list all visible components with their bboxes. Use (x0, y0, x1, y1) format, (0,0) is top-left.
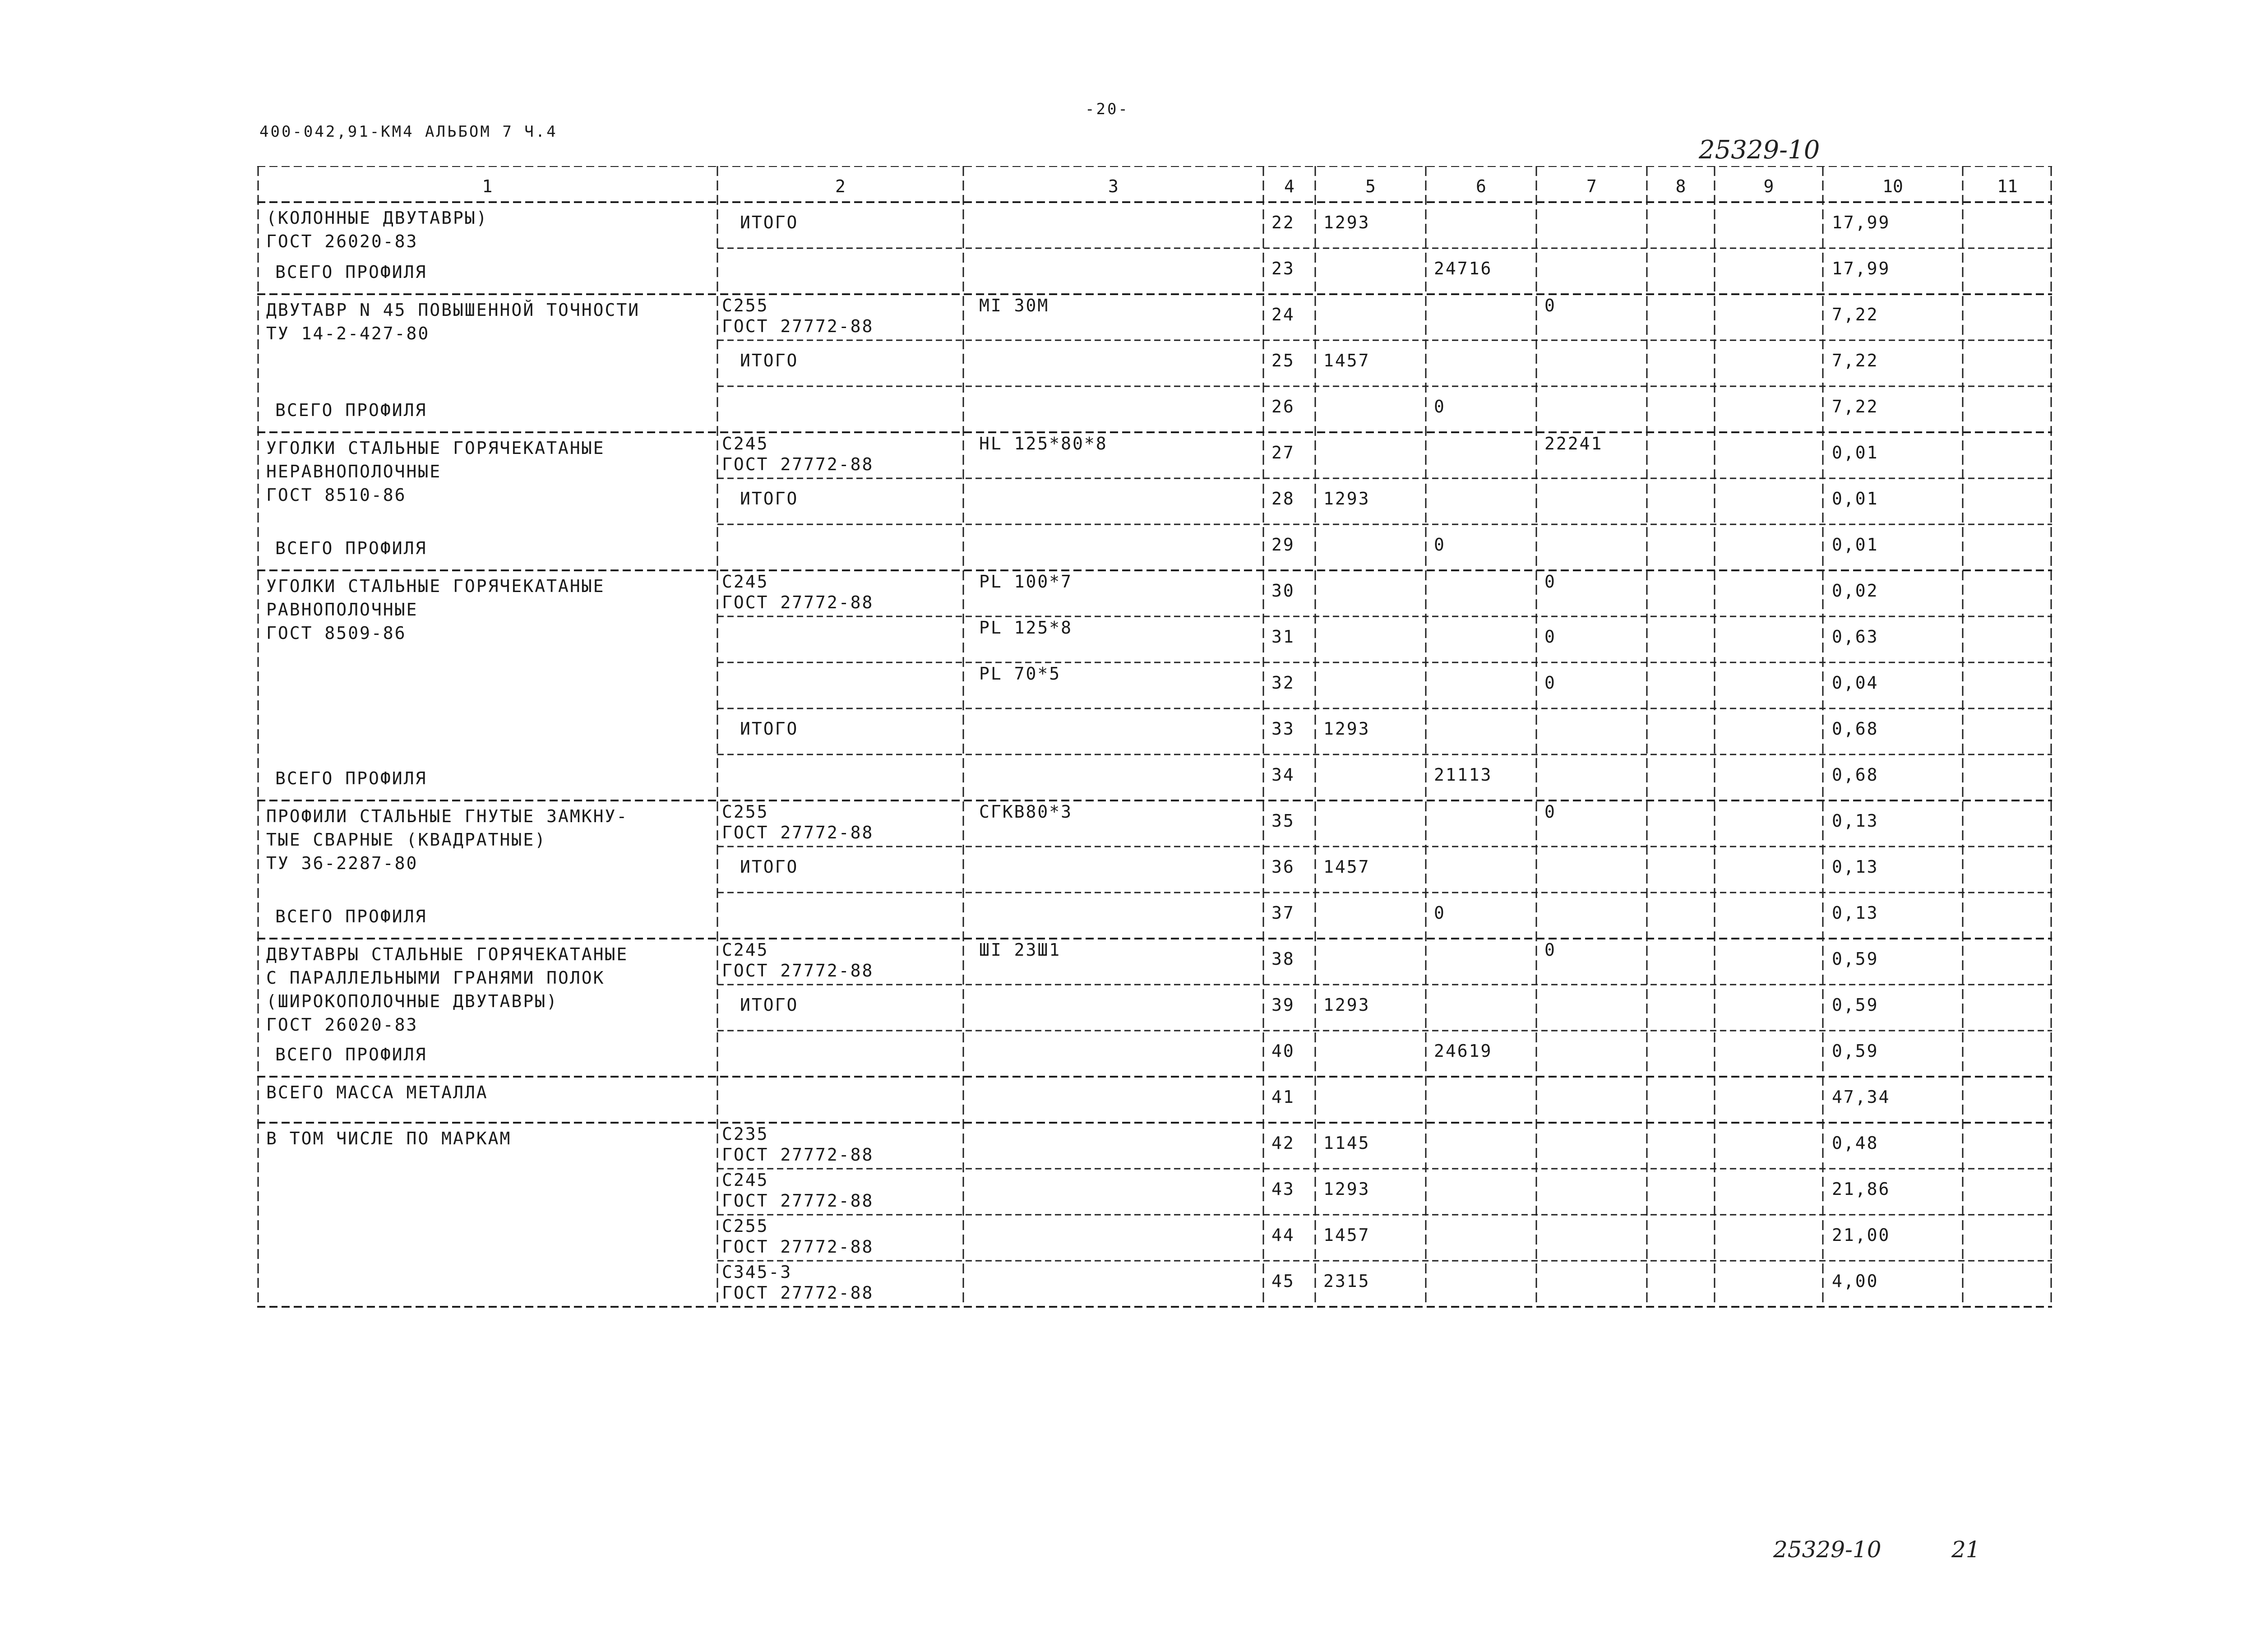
cell-col5: 1293 (1323, 213, 1370, 232)
mass-value: 17,99 (1832, 259, 1891, 278)
steel-standard: ГОСТ 27772-88 (722, 592, 874, 612)
cell-col7: 0 (1544, 627, 1556, 647)
steel-standard: ГОСТ 27772-88 (722, 1283, 874, 1303)
profile-total-label: ВСЕГО ПРОФИЛЯ (275, 1045, 427, 1064)
cell-col5: 1145 (1323, 1133, 1370, 1153)
profile-size: PL 70*5 (979, 664, 1061, 684)
row-number: 39 (1271, 995, 1295, 1015)
cell-col6: 21113 (1434, 765, 1493, 785)
sheet-number: 21 (1951, 1536, 1980, 1563)
steel-grade: C255 (722, 296, 769, 315)
mass-value: 0,59 (1832, 995, 1879, 1015)
row-number: 43 (1271, 1179, 1295, 1199)
group-name-line: ДВУТАВРЫ СТАЛЬНЫЕ ГОРЯЧЕКАТАНЫЕ (266, 944, 629, 964)
column-header-10: 10 (1882, 176, 1903, 196)
mass-value: 0,02 (1832, 581, 1879, 601)
row-number: 30 (1271, 581, 1295, 601)
row-number: 40 (1271, 1041, 1295, 1061)
steel-standard: ГОСТ 27772-88 (722, 1145, 874, 1165)
mass-value: 17,99 (1832, 213, 1891, 232)
column-header-1: 1 (482, 176, 493, 196)
profile-total-label: ВСЕГО ПРОФИЛЯ (275, 907, 427, 926)
cell-col7: 0 (1544, 296, 1556, 315)
profile-size: PL 125*8 (979, 618, 1073, 638)
row-number: 25 (1271, 351, 1295, 370)
mass-value: 47,34 (1832, 1087, 1891, 1107)
inventory-stamp-bottom: 25329-10 (1773, 1536, 1882, 1563)
row-number: 36 (1271, 857, 1295, 877)
cell-col5: 1293 (1323, 489, 1370, 509)
row-number: 41 (1271, 1087, 1295, 1107)
group-name-line: В ТОМ ЧИСЛЕ ПО МАРКАМ (266, 1129, 512, 1148)
group-name-line: ПРОФИЛИ СТАЛЬНЫЕ ГНУТЫЕ ЗАМКНУ- (266, 806, 629, 826)
cell-col5: 1293 (1323, 995, 1370, 1015)
mark-label: ИТОГО (740, 351, 799, 370)
steel-standard: ГОСТ 27772-88 (722, 823, 874, 842)
cell-col5: 1457 (1323, 351, 1370, 370)
column-header-7: 7 (1586, 176, 1597, 196)
row-number: 28 (1271, 489, 1295, 509)
cell-col7: 0 (1544, 940, 1556, 960)
profile-size: MI 30M (979, 296, 1049, 315)
steel-grade: C255 (722, 1216, 769, 1236)
mark-label: ИТОГО (740, 489, 799, 509)
mass-value: 21,00 (1832, 1225, 1891, 1245)
group-name-line: ДВУТАВР N 45 ПОВЫШЕННОЙ ТОЧНОСТИ (266, 300, 640, 320)
mass-value: 0,48 (1832, 1133, 1879, 1153)
steel-standard: ГОСТ 27772-88 (722, 1191, 874, 1211)
column-header-9: 9 (1763, 176, 1774, 196)
page-number: -20- (1085, 100, 1129, 118)
column-header-6: 6 (1476, 176, 1486, 196)
mass-value: 0,68 (1832, 719, 1879, 739)
mark-label: ИТОГО (740, 719, 799, 739)
mass-value: 0,04 (1832, 673, 1879, 693)
mass-value: 0,13 (1832, 811, 1879, 831)
row-number: 27 (1271, 443, 1295, 463)
row-number: 22 (1271, 213, 1295, 232)
cell-col5: 1457 (1323, 1225, 1370, 1245)
group-name-line: ГОСТ 8509-86 (266, 623, 407, 643)
cell-col7: 0 (1544, 802, 1556, 822)
mass-value: 0,01 (1832, 535, 1879, 555)
row-number: 26 (1271, 397, 1295, 416)
row-number: 38 (1271, 949, 1295, 969)
mass-value: 0,68 (1832, 765, 1879, 785)
cell-col5: 1293 (1323, 719, 1370, 739)
mass-value: 21,86 (1832, 1179, 1891, 1199)
row-number: 42 (1271, 1133, 1295, 1153)
group-name-line: УГОЛКИ СТАЛЬНЫЕ ГОРЯЧЕКАТАНЫЕ (266, 576, 605, 596)
group-name-line: НЕРАВНОПОЛОЧНЫЕ (266, 462, 442, 481)
steel-grade: C245 (722, 940, 769, 960)
mass-value: 0,13 (1832, 857, 1879, 877)
table-grid (257, 166, 2052, 1529)
row-number: 33 (1271, 719, 1295, 739)
row-number: 37 (1271, 903, 1295, 923)
profile-total-label: ВСЕГО ПРОФИЛЯ (275, 400, 427, 420)
steel-standard: ГОСТ 27772-88 (722, 316, 874, 336)
column-header-5: 5 (1365, 176, 1376, 196)
mass-value: 0,13 (1832, 903, 1879, 923)
inventory-stamp-top: 25329-10 (1699, 135, 1820, 165)
profile-size: HL 125*80*8 (979, 434, 1108, 453)
steel-grade: C245 (722, 1170, 769, 1190)
column-header-2: 2 (835, 176, 846, 196)
steel-grade: C345-3 (722, 1262, 792, 1282)
profile-total-label: ВСЕГО ПРОФИЛЯ (275, 538, 427, 558)
group-name-line: ГОСТ 26020-83 (266, 231, 418, 251)
cell-col6: 0 (1434, 397, 1446, 416)
row-number: 29 (1271, 535, 1295, 555)
row-number: 35 (1271, 811, 1295, 831)
group-name-line: ТУ 36-2287-80 (266, 853, 418, 873)
profile-size: PL 100*7 (979, 572, 1073, 592)
group-name-line: ВСЕГО МАССА МЕТАЛЛА (266, 1083, 488, 1102)
cell-col5: 2315 (1323, 1271, 1370, 1291)
cell-col7: 22241 (1544, 434, 1603, 453)
mark-label: ИТОГО (740, 213, 799, 232)
mark-label: ИТОГО (740, 857, 799, 877)
group-name-line: (КОЛОННЫЕ ДВУТАВРЫ) (266, 208, 488, 228)
steel-grade: C245 (722, 434, 769, 453)
mass-value: 4,00 (1832, 1271, 1879, 1291)
column-header-8: 8 (1675, 176, 1686, 196)
material-specification-table (257, 166, 2052, 1529)
steel-grade: C255 (722, 802, 769, 822)
steel-grade: C245 (722, 572, 769, 592)
group-name-line: ТЫЕ СВАРНЫЕ (КВАДРАТНЫЕ) (266, 830, 547, 850)
cell-col6: 24716 (1434, 259, 1493, 278)
column-header-4: 4 (1284, 176, 1294, 196)
group-name-line: ГОСТ 8510-86 (266, 485, 407, 505)
cell-col5: 1293 (1323, 1179, 1370, 1199)
profile-total-label: ВСЕГО ПРОФИЛЯ (275, 768, 427, 788)
mass-value: 0,01 (1832, 489, 1879, 509)
mass-value: 0,59 (1832, 1041, 1879, 1061)
column-header-3: 3 (1108, 176, 1119, 196)
cell-col6: 0 (1434, 903, 1446, 923)
document-code: 400-042,91-КМ4 АЛЬБОМ 7 Ч.4 (259, 123, 558, 141)
mass-value: 7,22 (1832, 305, 1879, 324)
row-number: 31 (1271, 627, 1295, 647)
cell-col7: 0 (1544, 572, 1556, 592)
group-name-line: РАВНОПОЛОЧНЫЕ (266, 600, 418, 620)
row-number: 32 (1271, 673, 1295, 693)
profile-size: СГКВ80*3 (979, 802, 1073, 822)
mass-value: 0,01 (1832, 443, 1879, 463)
column-header-11: 11 (1997, 176, 2018, 196)
group-name-line: УГОЛКИ СТАЛЬНЫЕ ГОРЯЧЕКАТАНЫЕ (266, 438, 605, 458)
row-number: 34 (1271, 765, 1295, 785)
group-name-line: (ШИРОКОПОЛОЧНЫЕ ДВУТАВРЫ) (266, 991, 558, 1011)
steel-standard: ГОСТ 27772-88 (722, 961, 874, 981)
row-number: 45 (1271, 1271, 1295, 1291)
mass-value: 0,63 (1832, 627, 1879, 647)
group-name-line: ТУ 14-2-427-80 (266, 324, 430, 343)
row-number: 44 (1271, 1225, 1295, 1245)
profile-total-label: ВСЕГО ПРОФИЛЯ (275, 262, 427, 282)
steel-standard: ГОСТ 27772-88 (722, 454, 874, 474)
group-name-line: ГОСТ 26020-83 (266, 1015, 418, 1035)
row-number: 23 (1271, 259, 1295, 278)
mark-label: ИТОГО (740, 995, 799, 1015)
group-name-line: С ПАРАЛЛЕЛЬНЫМИ ГРАНЯМИ ПОЛОК (266, 968, 605, 988)
mass-value: 7,22 (1832, 397, 1879, 416)
row-number: 24 (1271, 305, 1295, 324)
cell-col6: 24619 (1434, 1041, 1493, 1061)
steel-grade: C235 (722, 1124, 769, 1144)
mass-value: 7,22 (1832, 351, 1879, 370)
steel-standard: ГОСТ 27772-88 (722, 1237, 874, 1257)
profile-size: ШI 23Ш1 (979, 940, 1061, 960)
cell-col5: 1457 (1323, 857, 1370, 877)
cell-col6: 0 (1434, 535, 1446, 555)
cell-col7: 0 (1544, 673, 1556, 693)
mass-value: 0,59 (1832, 949, 1879, 969)
